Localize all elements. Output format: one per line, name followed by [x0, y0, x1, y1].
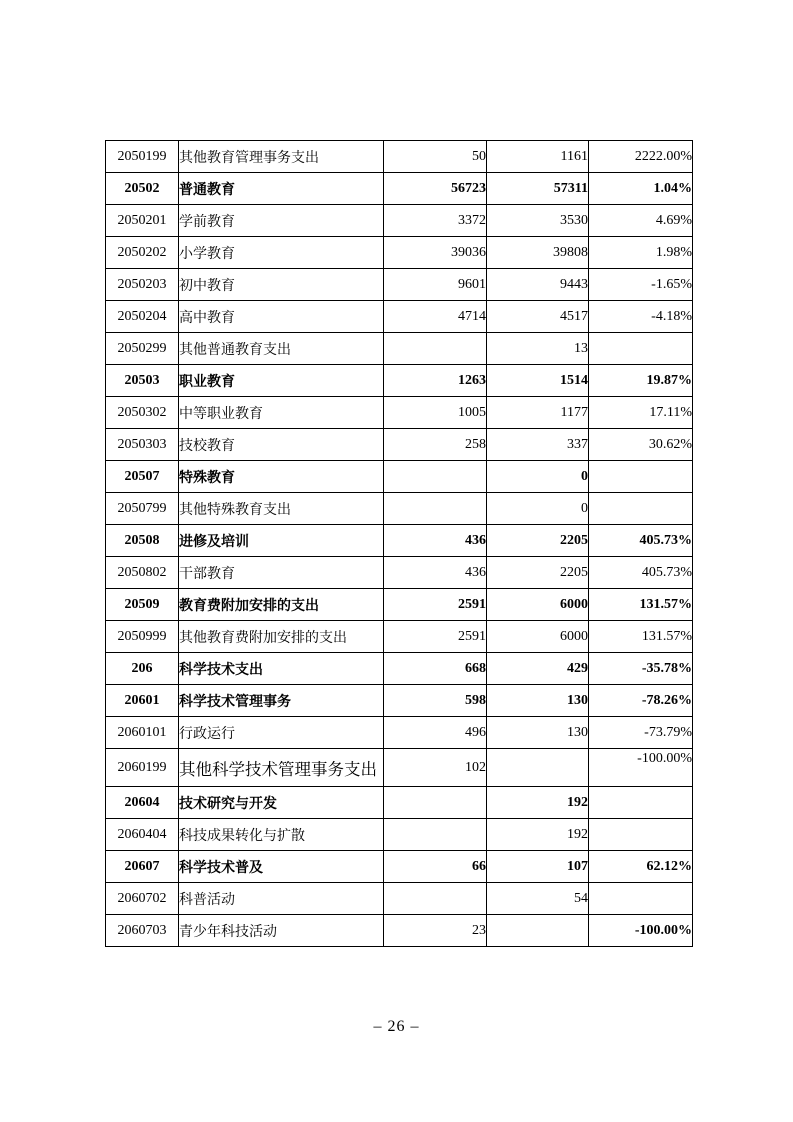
- table-row: [106, 621, 693, 653]
- budget-code-cell: 2050999: [106, 621, 179, 653]
- budget-code-cell: 2060404: [106, 819, 179, 851]
- item-name-cell: 青少年科技活动: [179, 915, 384, 947]
- change-percent-cell: -4.18%: [589, 301, 693, 333]
- table-row: [106, 819, 693, 851]
- change-percent-cell: 1.98%: [589, 237, 693, 269]
- amount-1-cell: 39036: [384, 237, 487, 269]
- budget-code-cell: 2050299: [106, 333, 179, 365]
- amount-2-cell: 4517: [487, 301, 589, 333]
- change-percent-cell: -100.00%: [589, 915, 693, 947]
- amount-2-cell: 2205: [487, 525, 589, 557]
- table-row: [106, 749, 693, 787]
- amount-2-cell: 130: [487, 717, 589, 749]
- table-row: [106, 237, 693, 269]
- amount-2-cell: 6000: [487, 589, 589, 621]
- budget-code-cell: 2050303: [106, 429, 179, 461]
- change-percent-cell: 62.12%: [589, 851, 693, 883]
- table-row: [106, 557, 693, 589]
- change-percent-cell: 1.04%: [589, 173, 693, 205]
- item-name-cell: 学前教育: [179, 205, 384, 237]
- table-row: [106, 493, 693, 525]
- item-name-cell: 技校教育: [179, 429, 384, 461]
- item-name-cell: 其他特殊教育支出: [179, 493, 384, 525]
- budget-code-cell: 20601: [106, 685, 179, 717]
- amount-1-cell: 50: [384, 141, 487, 173]
- table-row: [106, 205, 693, 237]
- amount-2-cell: 107: [487, 851, 589, 883]
- change-percent-cell: 405.73%: [589, 557, 693, 589]
- table-row: [106, 787, 693, 819]
- change-percent-cell: 131.57%: [589, 621, 693, 653]
- change-percent-cell: [589, 493, 693, 525]
- change-percent-cell: 17.11%: [589, 397, 693, 429]
- table-row: [106, 429, 693, 461]
- amount-1-cell: 436: [384, 557, 487, 589]
- amount-1-cell: 2591: [384, 589, 487, 621]
- table-row: [106, 653, 693, 685]
- item-name-cell: 科技成果转化与扩散: [179, 819, 384, 851]
- table-row: [106, 685, 693, 717]
- table-row: [106, 461, 693, 493]
- budget-code-cell: 2050799: [106, 493, 179, 525]
- amount-2-cell: [487, 749, 589, 787]
- table-row: [106, 141, 693, 173]
- change-percent-cell: [589, 333, 693, 365]
- table-row: [106, 333, 693, 365]
- amount-1-cell: 3372: [384, 205, 487, 237]
- table-row: [106, 589, 693, 621]
- amount-2-cell: 9443: [487, 269, 589, 301]
- amount-1-cell: [384, 883, 487, 915]
- item-name-cell: 其他普通教育支出: [179, 333, 384, 365]
- amount-2-cell: 0: [487, 461, 589, 493]
- change-percent-cell: 405.73%: [589, 525, 693, 557]
- change-percent-cell: -1.65%: [589, 269, 693, 301]
- change-percent-cell: 19.87%: [589, 365, 693, 397]
- table-row: [106, 365, 693, 397]
- item-name-cell: 教育费附加安排的支出: [179, 589, 384, 621]
- table-row: [106, 301, 693, 333]
- amount-2-cell: 337: [487, 429, 589, 461]
- amount-2-cell: [487, 915, 589, 947]
- item-name-cell: 特殊教育: [179, 461, 384, 493]
- page-number: – 26 –: [373, 1018, 420, 1035]
- amount-2-cell: 57311: [487, 173, 589, 205]
- amount-1-cell: [384, 819, 487, 851]
- budget-table-body: [106, 141, 693, 947]
- item-name-cell: 科普活动: [179, 883, 384, 915]
- change-percent-cell: [589, 883, 693, 915]
- amount-2-cell: 192: [487, 819, 589, 851]
- change-percent-cell: [589, 819, 693, 851]
- amount-2-cell: 3530: [487, 205, 589, 237]
- table-row: [106, 851, 693, 883]
- change-percent-cell: 30.62%: [589, 429, 693, 461]
- item-name-cell: 中等职业教育: [179, 397, 384, 429]
- amount-1-cell: [384, 461, 487, 493]
- change-percent-cell: 131.57%: [589, 589, 693, 621]
- table-row: [106, 883, 693, 915]
- amount-1-cell: [384, 493, 487, 525]
- amount-2-cell: 1161: [487, 141, 589, 173]
- amount-2-cell: 429: [487, 653, 589, 685]
- amount-1-cell: 56723: [384, 173, 487, 205]
- amount-1-cell: 9601: [384, 269, 487, 301]
- table-row: [106, 173, 693, 205]
- amount-2-cell: 130: [487, 685, 589, 717]
- item-name-cell: 干部教育: [179, 557, 384, 589]
- amount-1-cell: 598: [384, 685, 487, 717]
- table-row: [106, 397, 693, 429]
- amount-1-cell: 102: [384, 749, 487, 787]
- budget-code-cell: 20502: [106, 173, 179, 205]
- change-percent-cell: -35.78%: [589, 653, 693, 685]
- amount-1-cell: 2591: [384, 621, 487, 653]
- item-name-cell: 行政运行: [179, 717, 384, 749]
- amount-2-cell: 0: [487, 493, 589, 525]
- item-name-cell: 其他教育管理事务支出: [179, 141, 384, 173]
- amount-1-cell: 23: [384, 915, 487, 947]
- amount-2-cell: 192: [487, 787, 589, 819]
- item-name-cell: 进修及培训: [179, 525, 384, 557]
- amount-1-cell: 4714: [384, 301, 487, 333]
- item-name-cell: 初中教育: [179, 269, 384, 301]
- table-row: [106, 717, 693, 749]
- amount-2-cell: 1177: [487, 397, 589, 429]
- amount-2-cell: 54: [487, 883, 589, 915]
- budget-code-cell: 206: [106, 653, 179, 685]
- budget-code-cell: 2050203: [106, 269, 179, 301]
- item-name-cell: 科学技术管理事务: [179, 685, 384, 717]
- amount-1-cell: 436: [384, 525, 487, 557]
- budget-code-cell: 2050199: [106, 141, 179, 173]
- budget-expenditure-table: [105, 140, 693, 947]
- budget-code-cell: 2050202: [106, 237, 179, 269]
- budget-code-cell: 2060101: [106, 717, 179, 749]
- budget-code-cell: 20607: [106, 851, 179, 883]
- amount-1-cell: 668: [384, 653, 487, 685]
- change-percent-cell: -100.00%: [589, 749, 693, 787]
- item-name-cell: 技术研究与开发: [179, 787, 384, 819]
- change-percent-cell: 4.69%: [589, 205, 693, 237]
- change-percent-cell: 2222.00%: [589, 141, 693, 173]
- amount-1-cell: [384, 787, 487, 819]
- change-percent-cell: -73.79%: [589, 717, 693, 749]
- budget-code-cell: 2050201: [106, 205, 179, 237]
- budget-code-cell: 20508: [106, 525, 179, 557]
- budget-code-cell: 2050204: [106, 301, 179, 333]
- item-name-cell: 小学教育: [179, 237, 384, 269]
- budget-code-cell: 2060199: [106, 749, 179, 787]
- table-row: [106, 915, 693, 947]
- amount-1-cell: 258: [384, 429, 487, 461]
- budget-code-cell: 20507: [106, 461, 179, 493]
- change-percent-cell: [589, 787, 693, 819]
- amount-2-cell: 6000: [487, 621, 589, 653]
- budget-code-cell: 2060703: [106, 915, 179, 947]
- item-name-cell: 普通教育: [179, 173, 384, 205]
- budget-code-cell: 20503: [106, 365, 179, 397]
- budget-code-cell: 20604: [106, 787, 179, 819]
- table-row: [106, 525, 693, 557]
- amount-1-cell: 1005: [384, 397, 487, 429]
- amount-2-cell: 13: [487, 333, 589, 365]
- item-name-cell: 高中教育: [179, 301, 384, 333]
- change-percent-cell: -78.26%: [589, 685, 693, 717]
- amount-1-cell: 1263: [384, 365, 487, 397]
- amount-1-cell: 496: [384, 717, 487, 749]
- item-name-cell: 其他教育费附加安排的支出: [179, 621, 384, 653]
- budget-code-cell: 2050302: [106, 397, 179, 429]
- amount-1-cell: [384, 333, 487, 365]
- item-name-cell: 职业教育: [179, 365, 384, 397]
- amount-2-cell: 39808: [487, 237, 589, 269]
- item-name-cell: 其他科学技术管理事务支出: [179, 749, 384, 787]
- table-row: [106, 269, 693, 301]
- change-percent-cell: [589, 461, 693, 493]
- budget-code-cell: 20509: [106, 589, 179, 621]
- amount-2-cell: 2205: [487, 557, 589, 589]
- amount-2-cell: 1514: [487, 365, 589, 397]
- budget-code-cell: 2060702: [106, 883, 179, 915]
- amount-1-cell: 66: [384, 851, 487, 883]
- item-name-cell: 科学技术支出: [179, 653, 384, 685]
- item-name-cell: 科学技术普及: [179, 851, 384, 883]
- budget-code-cell: 2050802: [106, 557, 179, 589]
